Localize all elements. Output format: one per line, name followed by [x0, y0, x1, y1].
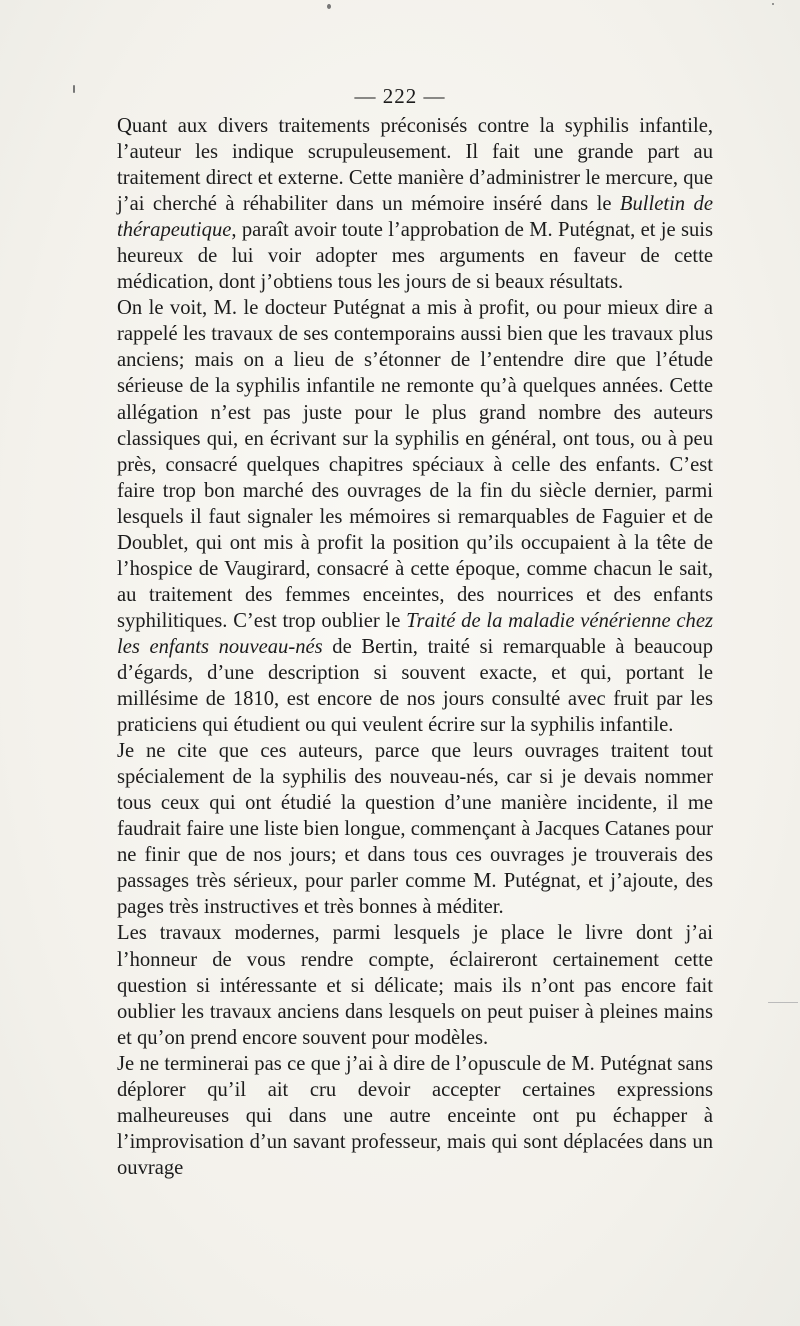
paragraph-5-text: Je ne terminerai pas ce que j’ai à dire de l’opuscule de M. Putégnat sans déplorer qu’il ait cru devoir accepter certaines expressions malheureuses qui dans une autre enceinte ont pu échapper à l’improvisation d’un savant professeur, mais qui sont déplacées dans un ouvrage [117, 1052, 713, 1179]
paragraph-5 [117, 1051, 713, 1181]
body-text [117, 113, 713, 1181]
paragraph-1-text-b: , paraît avoir toute l’approbation de M. Putégnat, et je suis heureux de lui voir adopter mes arguments en faveur de cette médication, dont j’obtiens tous les jours de si beaux résultats. [117, 219, 713, 294]
paragraph-2-text-b: de Bertin, traité si remarquable à beaucoup d’égards, d’une description si souvent exacte, et qui, portant le millésime de 1810, est encore de nos jours consulté avec fruit par les praticiens qui étudient ou qui veulent écrire sur la syphilis infantile. [117, 635, 713, 737]
paragraph-3 [117, 738, 713, 920]
paragraph-3-text: Je ne cite que ces auteurs, parce que leurs ouvrages traitent tout spécialement de la syphilis des nouveau-nés, car si je devais nommer tous ceux qui ont étudié la question d’une manière incidente, il me faudrait faire une liste bien longue, commençant à Jacques Catanes pour ne finir que de nos jours; et dans tous ces ouvrages je trouverais des passages très sérieux, pour parler comme M. Putégnat, et j’ajoute, des pages très instructives et très bonnes à méditer. [117, 740, 713, 919]
paragraph-4 [117, 920, 713, 1050]
paper-speck [327, 4, 331, 9]
paragraph-2 [117, 295, 713, 738]
paper-speck [768, 1002, 798, 1003]
page-number: — 222 — [354, 84, 446, 108]
paper-speck [73, 85, 75, 93]
paragraph-1-title-bulletin: Bulletin de thérapeutique [117, 193, 713, 242]
paragraph-1-text-a: Quant aux divers traitements préconisés contre la syphilis infantile, l’auteur les indique scrupuleusement. Il fait une grande part au traitement direct et externe. Cette manière d’administrer le mercure, que j’ai cherché à réhabiliter dans un mémoire inséré dans le [117, 115, 713, 216]
paper-speck [772, 3, 774, 5]
paragraph-4-text: Les travaux modernes, parmi lesquels je place le livre dont j’ai l’honneur de vous rendre compte, éclaireront certainement cette question si intéressante et si délicate; mais ils n’ont pas encore fait oublier les travaux anciens dans lesquels on peut puiser à pleines mains et qu’on prend encore souvent pour modèles. [117, 922, 713, 1049]
paragraph-1 [117, 113, 713, 295]
paragraph-2-title-traite: Traité de la maladie vénérienne chez les enfants nouveau-nés [117, 609, 713, 658]
paragraph-2-text-a: On le voit, M. le docteur Putégnat a mis à profit, ou pour mieux dire a rappelé les travaux de ses contemporains aussi bien que les travaux plus anciens; mais on a lieu de s’étonner de l’entendre dire que l’étude sérieuse de la syphilis infantile ne remonte qu’à quelques années. Cette allégation n’est pas juste pour le plus grand nombre des auteurs classiques qui, en écrivant sur la syphilis en général, ont tous, ou à peu près, consacré quelques chapitres spéciaux à celle des enfants. C’est faire trop bon marché des ouvrages de la fin du siècle dernier, parmi lesquels il faut signaler les mémoires si remarquables de Faguier et de Doublet, qui ont mis à profit la position qu’ils occupaient à la tête de l’hospice de Vaugirard, consacré à cette époque, comme chacun le sait, au traitement des femmes enceintes, des nourrices et des enfants syphilitiques. C’est trop oublier le [117, 297, 713, 632]
